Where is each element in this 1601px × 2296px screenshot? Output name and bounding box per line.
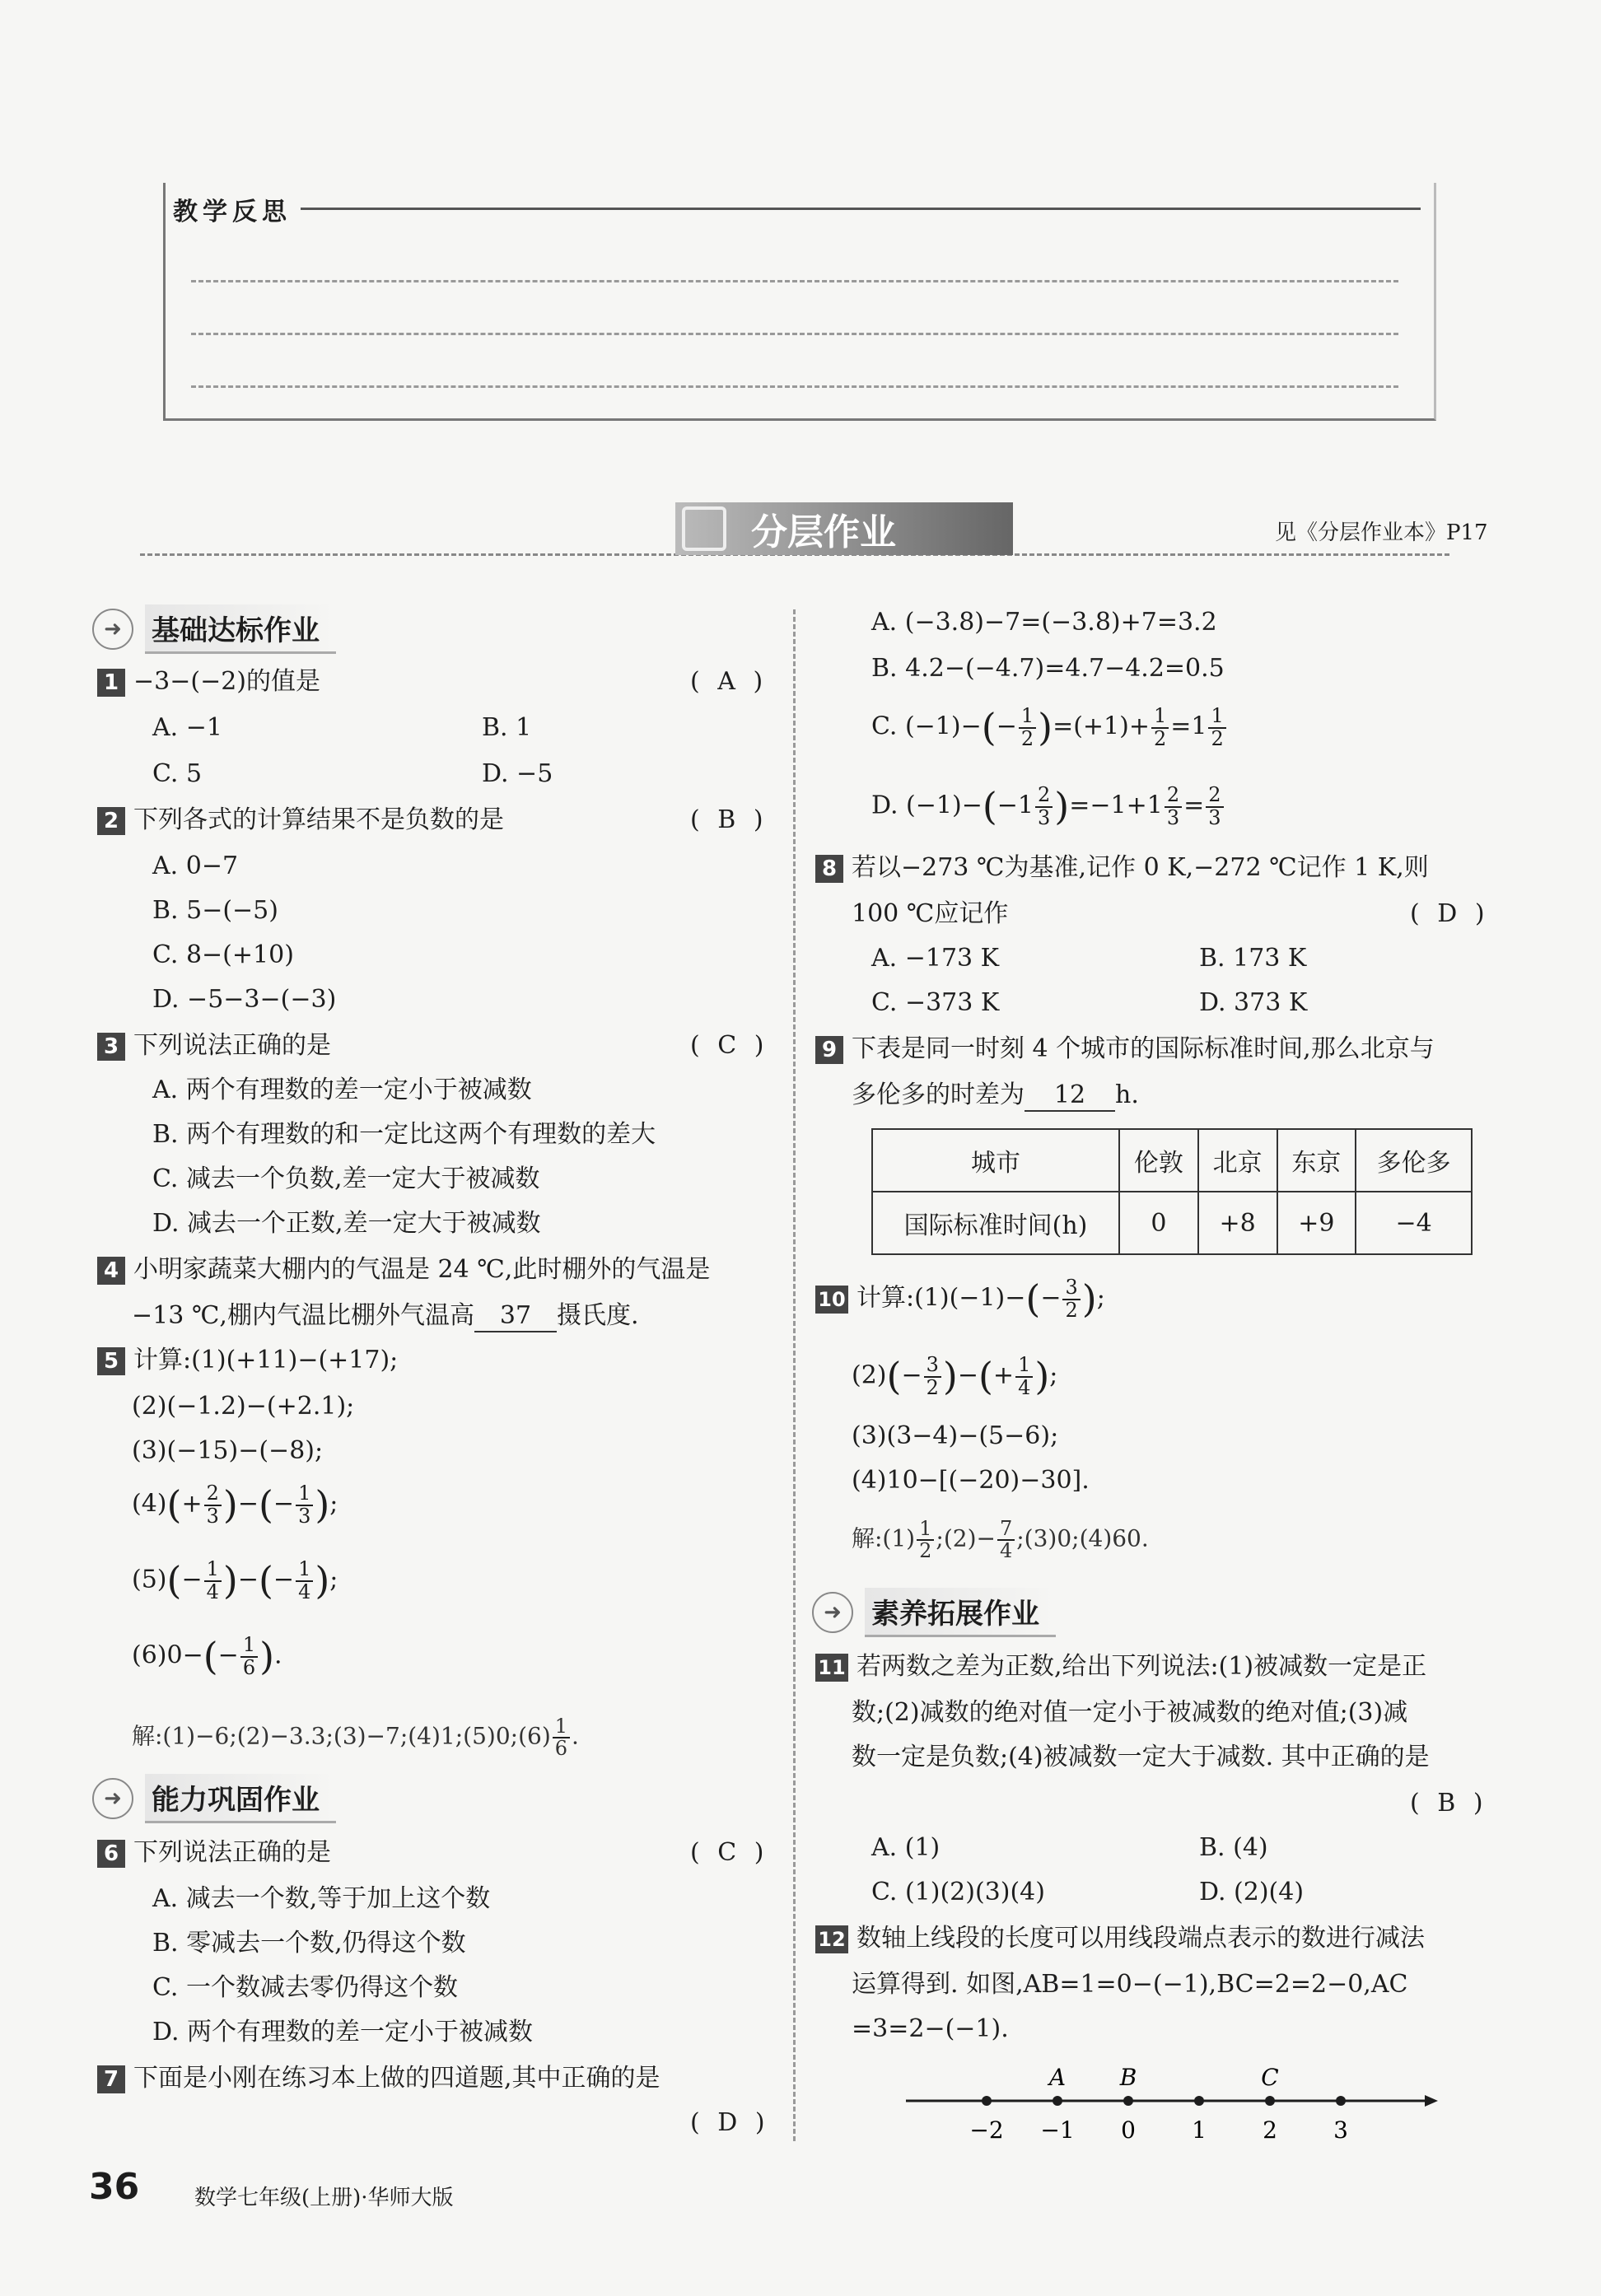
q9-number: 9 [815, 1036, 843, 1064]
table-cell: +8 [1198, 1192, 1277, 1254]
point-label: A [1048, 2064, 1067, 2091]
q10-solution: 解:(1) $\frac{1}{2}$ ;(2)− $\frac{7}{4}$ ;(3)0;(4)60. [852, 1517, 1149, 1563]
q8-answer: ( D ) [1410, 899, 1490, 928]
q7-option-a: A. (−3.8)−7=(−3.8)+7=3.2 [871, 608, 1217, 637]
q3-text: 下列说法正确的是 [133, 1031, 331, 1060]
section-basic [92, 608, 336, 651]
table-header: 多伦多 [1356, 1129, 1472, 1192]
q10-part2: (2)(− $\frac{3}{2}$ )−(+ $\frac{1}{4}$ ); [852, 1353, 1058, 1399]
q7-c-prefix: C. (−1)− [871, 712, 982, 741]
q4-text3: 摄氏度. [556, 1301, 639, 1330]
q1-text: −3−(−2)的值是 [133, 667, 320, 696]
q5-solution: 解:(1)−6;(2)−3.3;(3)−7;(4)1;(5)0;(6) $\frac{1}{6}$ . [132, 1715, 579, 1761]
q11-answer: ( B ) [1410, 1789, 1488, 1818]
q10-part4: (4)10−[(−20)−30]. [852, 1466, 1090, 1495]
q6-answer: ( C ) [690, 1838, 769, 1867]
point-label: B [1119, 2064, 1137, 2091]
q7-d-eq: = [1183, 791, 1205, 820]
tick-label: 3 [1333, 2116, 1348, 2144]
table-cell: −4 [1356, 1192, 1472, 1254]
section-ability [92, 1777, 336, 1820]
q2-answer: ( B ) [690, 805, 768, 834]
q10-number: 10 [815, 1286, 848, 1314]
section-ability-label: 能力巩固作业 [145, 1774, 336, 1823]
q5-part2: (2)(−1.2)−(+2.1); [132, 1392, 355, 1421]
reflection-line [191, 385, 1398, 388]
tick-dot [1265, 2096, 1275, 2106]
q7-text: 下面是小刚在练习本上做的四道题,其中正确的是 [133, 2064, 660, 2093]
q5-part5: (5)(− $\frac{1}{4}$ )−(− $\frac{1}{4}$ ); [132, 1557, 338, 1603]
page-number: 36 [89, 2166, 140, 2208]
q1-number: 1 [97, 669, 125, 697]
q5-part4: (4)(+ $\frac{2}{3}$ )−(− $\frac{1}{3}$ ); [132, 1482, 338, 1528]
q1-option-d: D. −5 [482, 759, 553, 788]
point-label: C [1261, 2064, 1279, 2091]
q8-line2: 100 ℃应记作 [852, 899, 1009, 928]
q1-option-a: A. −1 [152, 713, 222, 742]
q8-option-c: C. −373 K [871, 988, 1000, 1017]
tick-label: −1 [1040, 2116, 1075, 2144]
q11-number: 11 [815, 1654, 848, 1682]
q11-line3: 数一定是负数;(4)被减数一定大于减数. 其中正确的是 [852, 1743, 1430, 1771]
q7-d-prefix: D. (−1)− [871, 791, 983, 820]
q8-option-a: A. −173 K [871, 944, 1000, 973]
arrow-icon: ➜ [92, 609, 133, 650]
q8-line1 [815, 853, 1429, 883]
reflection-rule [301, 208, 1421, 210]
q3-stem [97, 1031, 331, 1061]
q3-answer: ( C ) [690, 1031, 769, 1060]
arrow-icon: ➜ [812, 1592, 853, 1633]
q6-option-b: B. 零减去一个数,仍得这个数 [152, 1929, 466, 1958]
q1-option-b: B. 1 [482, 713, 532, 742]
q4-line1 [97, 1255, 710, 1285]
q6-stem [97, 1838, 331, 1868]
q2-text: 下列各式的计算结果不是负数的是 [133, 805, 504, 834]
q5-part5-label: (5) [132, 1565, 167, 1594]
q4-text1: 小明家蔬菜大棚内的气温是 24 ℃,此时棚外的气温是 [133, 1255, 711, 1284]
city-table [871, 1128, 1473, 1255]
q10-line1: 10 计算:(1)(−1)−(− $\frac{3}{2}$ ); [815, 1276, 1105, 1322]
q3-number: 3 [97, 1033, 125, 1061]
table-header: 北京 [1198, 1129, 1277, 1192]
q9-text1: 下表是同一时刻 4 个城市的国际标准时间,那么北京与 [852, 1034, 1435, 1063]
q2-stem [97, 805, 504, 835]
reflection-line [191, 280, 1398, 282]
q10-part1: 计算:(1)(−1)− [857, 1283, 1026, 1313]
section-basic-label: 基础达标作业 [145, 604, 336, 654]
q9-blank: 12 [1025, 1080, 1115, 1112]
q1-option-c: C. 5 [152, 759, 203, 788]
q7-stem [97, 2064, 660, 2093]
q5-part6: (6)0−(− $\frac{1}{6}$ ). [132, 1633, 282, 1679]
tick-dot [1053, 2096, 1062, 2106]
table-header: 城市 [872, 1129, 1119, 1192]
q7-c-mid: =(+1)+ [1053, 712, 1150, 741]
number-line [898, 2056, 1441, 2154]
q12-line2: 运算得到. 如图,AB=1=0−(−1),BC=2=2−0,AC [852, 1970, 1408, 1999]
q3-option-a: A. 两个有理数的差一定小于被减数 [152, 1076, 532, 1104]
q10-part3: (3)(3−4)−(5−6); [852, 1421, 1059, 1450]
q4-text2: −13 ℃,棚内气温比棚外气温高 [132, 1301, 474, 1330]
q9-text2: 多伦多的时差为 [852, 1080, 1025, 1109]
q8-number: 8 [815, 855, 843, 883]
q2-option-c: C. 8−(+10) [152, 940, 294, 969]
q11-option-a: A. (1) [871, 1833, 941, 1862]
q7-option-b: B. 4.2−(−4.7)=4.7−4.2=0.5 [871, 654, 1225, 683]
q4-blank: 37 [474, 1301, 557, 1332]
banner-icon [682, 506, 726, 551]
q7-d-mid: =−1+1 [1069, 791, 1163, 820]
q7-answer: ( D ) [690, 2108, 770, 2137]
arrow-icon: ➜ [92, 1778, 133, 1819]
table-cell: 0 [1119, 1192, 1198, 1254]
q3-option-b: B. 两个有理数的和一定比这两个有理数的差大 [152, 1120, 656, 1149]
q3-option-c: C. 减去一个负数,差一定大于被减数 [152, 1164, 540, 1193]
q7-c-eq: =1 [1170, 712, 1207, 741]
q11-line1 [815, 1652, 1426, 1682]
q10-part2-label: (2) [852, 1360, 887, 1390]
q11-option-b: B. (4) [1199, 1833, 1268, 1862]
tick-dot [982, 2096, 992, 2106]
q2-option-a: A. 0−7 [152, 852, 239, 880]
tick-dot [1123, 2096, 1133, 2106]
q8-option-b: B. 173 K [1199, 944, 1307, 973]
q5-part1: 计算:(1)(+11)−(+17); [133, 1346, 399, 1374]
table-header: 东京 [1277, 1129, 1356, 1192]
q1-stem [97, 667, 320, 697]
banner-title: 分层作业 [751, 511, 896, 553]
q2-option-b: B. 5−(−5) [152, 896, 278, 925]
column-divider [793, 609, 796, 2141]
q4-number: 4 [97, 1257, 125, 1285]
q12-line1 [815, 1924, 1425, 1953]
q12-text1: 数轴上线段的长度可以用线段端点表示的数进行减法 [857, 1924, 1425, 1953]
q7-number: 7 [97, 2065, 125, 2093]
q9-line1 [815, 1034, 1435, 1064]
q11-option-d: D. (2)(4) [1199, 1878, 1305, 1906]
q9-line2 [852, 1080, 1139, 1112]
q11-option-c: C. (1)(2)(3)(4) [871, 1878, 1045, 1906]
q5-line1 [97, 1346, 398, 1375]
q3-option-d: D. 减去一个正数,差一定大于被减数 [152, 1209, 541, 1238]
tick-dot [1194, 2096, 1204, 2106]
reflection-line [191, 333, 1398, 335]
tick-label: −2 [969, 2116, 1004, 2144]
tick-label: 2 [1263, 2116, 1277, 2144]
q5-part6-label: (6)0− [132, 1640, 203, 1670]
q12-number: 12 [815, 1925, 848, 1953]
q1-answer: ( A ) [690, 667, 768, 696]
tick-dot [1336, 2096, 1346, 2106]
table-cell: +9 [1277, 1192, 1356, 1254]
q2-number: 2 [97, 807, 125, 835]
q10-solution-b: ;(2)− [936, 1524, 996, 1552]
banner [675, 502, 1013, 555]
q5-solution-text: 解:(1)−6;(2)−3.3;(3)−7;(4)1;(5)0;(6) [132, 1722, 551, 1750]
table-row [872, 1192, 1472, 1254]
q7-option-c: C. (−1)−(− $\frac{1}{2}$ )=(+1)+ $\frac{1}{2}$ =1 $\frac{1}{2}$ [871, 705, 1228, 750]
q7-option-d: D. (−1)−(−1 $\frac{2}{3}$ )=−1+1 $\frac{2}{3}$ = $\frac{2}{3}$ [871, 784, 1225, 829]
tick-label: 0 [1121, 2116, 1136, 2144]
q6-number: 6 [97, 1840, 125, 1868]
book-title: 数学七年级(上册)·华师大版 [194, 2186, 454, 2210]
table-header: 伦敦 [1119, 1129, 1198, 1192]
q10-solution-c: ;(3)0;(4)60. [1016, 1524, 1149, 1552]
q8-option-d: D. 373 K [1199, 988, 1308, 1017]
q11-text1: 若两数之差为正数,给出下列说法:(1)被减数一定是正 [857, 1652, 1427, 1681]
q8-text1: 若以−273 ℃为基准,记作 0 K,−272 ℃记作 1 K,则 [852, 853, 1429, 882]
section-extend-label: 素养拓展作业 [865, 1588, 1056, 1637]
banner-ref: 见《分层作业本》P17 [1275, 520, 1488, 545]
q6-text: 下列说法正确的是 [133, 1838, 331, 1867]
q6-option-c: C. 一个数减去零仍得这个数 [152, 1973, 458, 2002]
q11-line2: 数;(2)减数的绝对值一定小于被减数的绝对值;(3)减 [852, 1698, 1408, 1727]
q2-option-d: D. −5−3−(−3) [152, 985, 337, 1014]
q6-option-d: D. 两个有理数的差一定小于被减数 [152, 2018, 534, 2046]
q12-line3: =3=2−(−1). [852, 2014, 1009, 2043]
q5-number: 5 [97, 1347, 125, 1375]
section-extend [812, 1591, 1056, 1634]
q6-option-a: A. 减去一个数,等于加上这个数 [152, 1884, 491, 1913]
table-header-row [872, 1129, 1472, 1192]
q10-solution-a: 解:(1) [852, 1524, 916, 1552]
q4-line2 [132, 1301, 639, 1332]
q5-part4-label: (4) [132, 1489, 167, 1519]
table-cell: 国际标准时间(h) [872, 1192, 1119, 1254]
q5-part3: (3)(−15)−(−8); [132, 1436, 324, 1465]
q9-text3: h. [1115, 1080, 1139, 1109]
tick-label: 1 [1192, 2116, 1207, 2144]
number-line-arrow-icon [1425, 2095, 1438, 2107]
reflection-title: 教学反思 [173, 191, 300, 227]
